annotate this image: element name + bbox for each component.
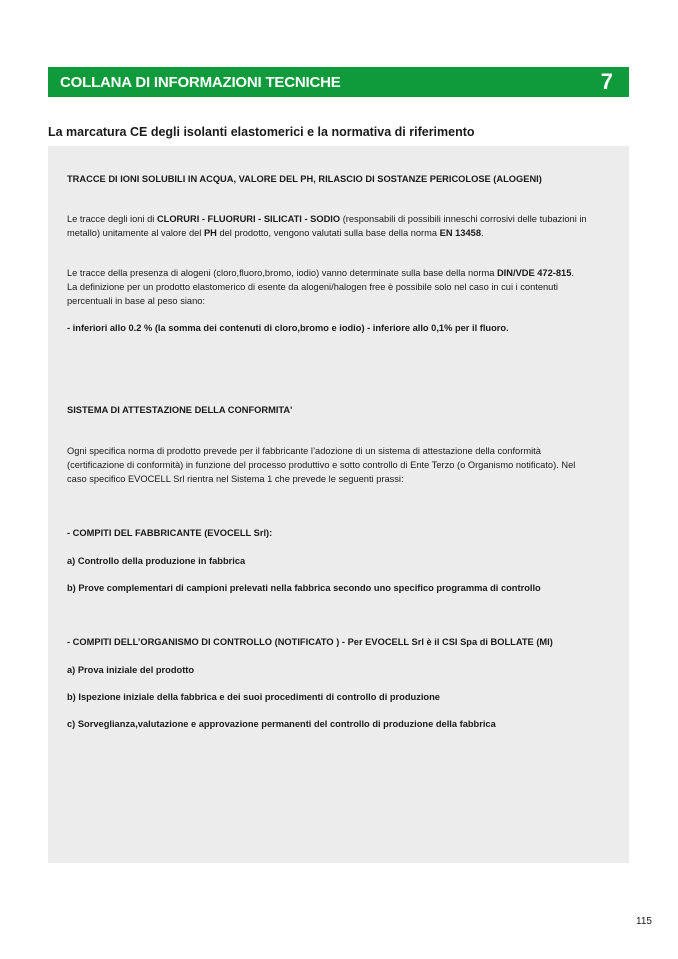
text-run: (responsabili di possibili inneschi corrosivi delle tubazioni in <box>340 214 587 224</box>
section1-heading: TRACCE DI IONI SOLUBILI IN ACQUA, VALORE DEL PH, RILASCIO DI SOSTANZE PERICOLOSE (ALOGENI) <box>67 174 542 184</box>
notified-body-heading: - COMPITI DELL’ORGANISMO DI CONTROLLO (NOTIFICATO ) - Per EVOCELL Srl è il CSI Spa di BOLLATE (MI) <box>67 637 553 647</box>
norm-emphasis: DIN/VDE 472-815 <box>496 268 572 278</box>
page-number: 115 <box>636 916 652 927</box>
section2-para-line1: Ogni specifica norma di prodotto prevede per il fabbricante l’adozione di un sistema di attestazione della conformità <box>67 446 541 456</box>
ph-emphasis: PH <box>203 228 217 238</box>
page-subtitle: La marcatura CE degli isolanti elastomerici e la normativa di riferimento <box>48 125 475 139</box>
notified-body-item-c: c) Sorveglianza,valutazione e approvazione permanenti del controllo di produzione della fabbrica <box>67 719 496 729</box>
section1-bold-line: - inferiori allo 0.2 % (la somma dei contenuti di cloro,bromo e iodio) - inferiore allo 0,1% per il fluoro. <box>67 323 509 333</box>
section2-para-line2: (certificazione di conformità) in funzione del processo produttivo e sotto controllo di Ente Terzo (o Organismo notificato). Nel <box>67 460 576 470</box>
section1-p2-line3: percentuali in base al peso siano: <box>67 296 205 306</box>
text-run: . <box>481 228 484 238</box>
manufacturer-heading: - COMPITI DEL FABBRICANTE (EVOCELL Srl): <box>67 528 273 538</box>
content-panel <box>48 146 629 863</box>
text-run: Le tracce della presenza di alogeni (cloro,fluoro,bromo, iodio) vanno determinate sulla base della norma <box>67 268 497 278</box>
header-bar <box>48 67 629 97</box>
section1-p2-line1 <box>67 267 574 281</box>
norm-emphasis: EN 13458 <box>439 228 481 238</box>
section1-p2-line2: La definizione per un prodotto elastomerico di esente da alogeni/halogen free è possibile solo nel caso in cui i contenuti <box>67 282 558 292</box>
text-run: . <box>571 268 574 278</box>
notified-body-item-b: b) Ispezione iniziale della fabbrica e dei suoi procedimenti di controllo di produzione <box>67 692 440 702</box>
section1-p1-line2 <box>67 227 484 241</box>
section2-heading: SISTEMA DI ATTESTAZIONE DELLA CONFORMITA' <box>67 405 293 415</box>
text-run: del prodotto, vengono valutati sulla base della norma <box>216 228 440 238</box>
ions-emphasis: CLORURI - FLUORURI - SILICATI - SODIO <box>156 214 341 224</box>
section1-p1-line1 <box>67 213 587 227</box>
notified-body-item-a: a) Prova iniziale del prodotto <box>67 665 195 675</box>
chapter-number: 7 <box>600 69 613 94</box>
header-title: COLLANA DI INFORMAZIONI TECNICHE <box>60 74 341 91</box>
manufacturer-item-b: b) Prove complementari di campioni prelevati nella fabbrica secondo uno specifico programma di controllo <box>67 583 541 593</box>
text-run: metallo) unitamente al valore del <box>67 228 204 238</box>
section2-para-line3: caso specifico EVOCELL Srl rientra nel Sistema 1 che prevede le seguenti prassi: <box>67 474 404 484</box>
text-run: Le tracce degli ioni di <box>67 214 157 224</box>
manufacturer-item-a: a) Controllo della produzione in fabbrica <box>67 556 246 566</box>
